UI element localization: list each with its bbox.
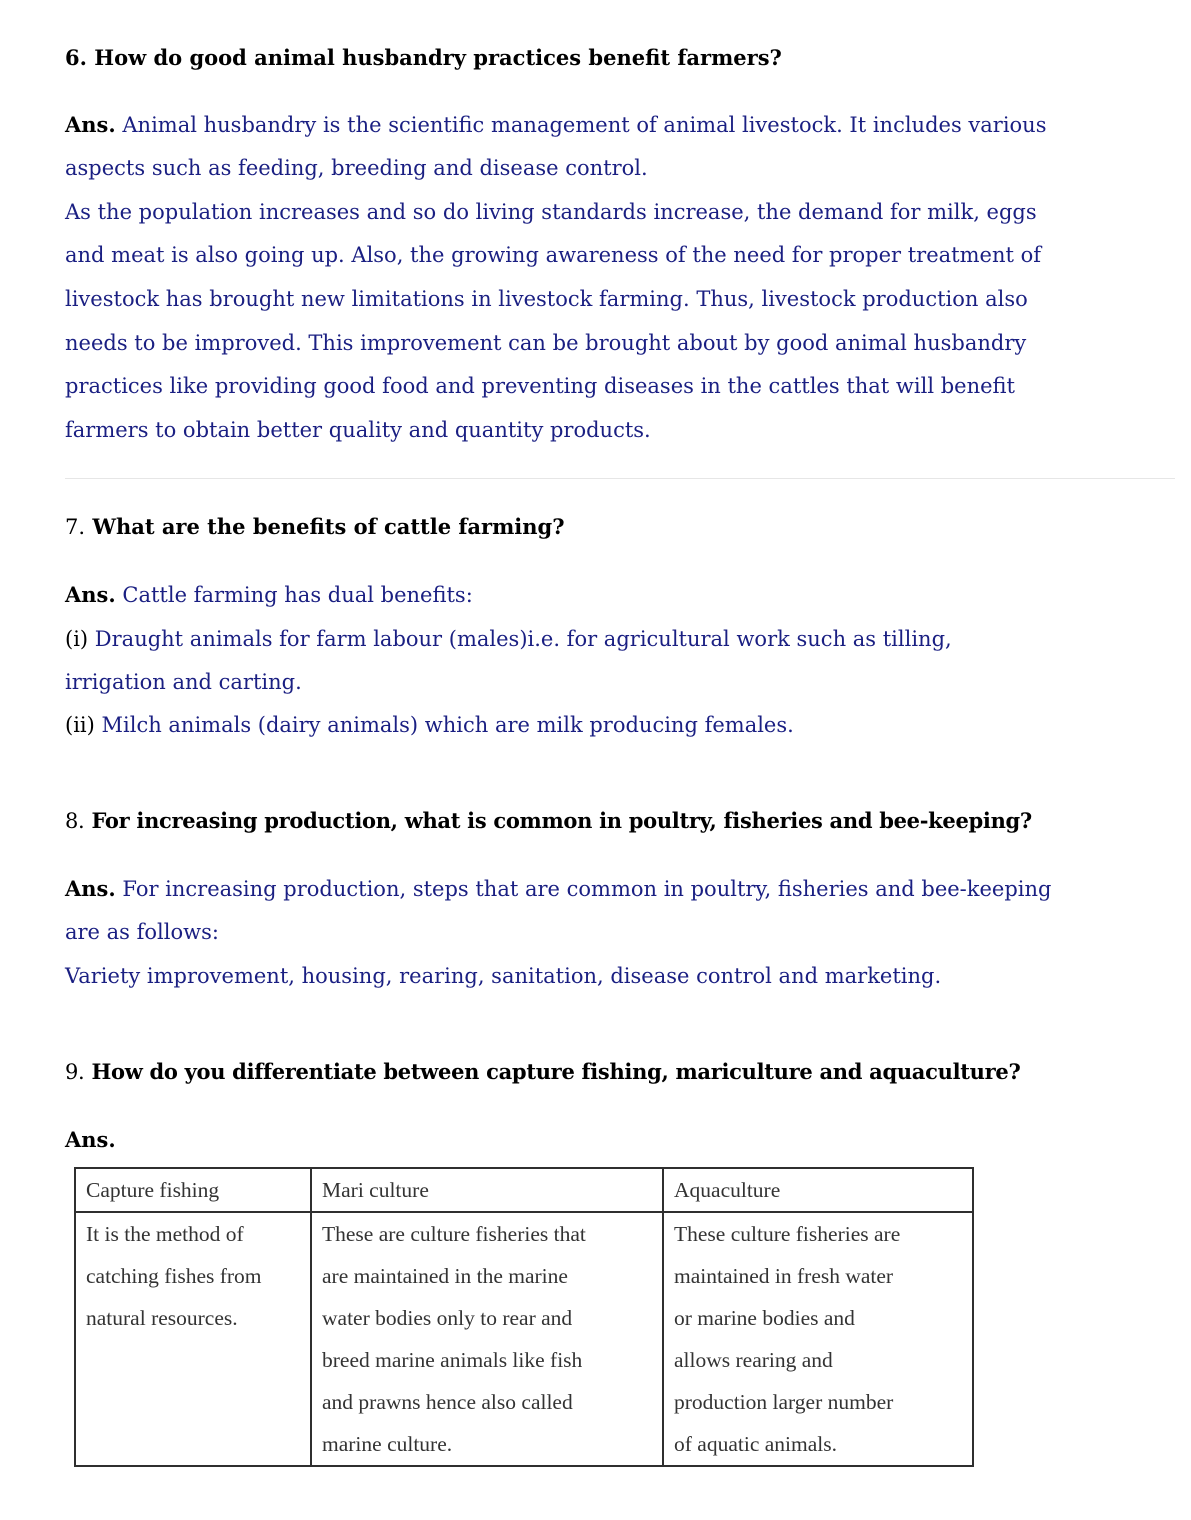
list-marker: (ii) — [65, 713, 95, 737]
cell-line: production larger number — [674, 1390, 894, 1414]
cell-line: and prawns hence also called — [322, 1390, 573, 1414]
answer-6-line-1 — [65, 112, 1046, 137]
answer-text: Milch animals (dairy animals) which are milk producing females. — [101, 713, 794, 737]
answer-8-line-3: Variety improvement, housing, rearing, sanitation, disease control and marketing. — [65, 964, 942, 988]
table-cell-mari-culture — [311, 1212, 663, 1466]
answer-9-label: Ans. — [65, 1127, 116, 1152]
cell-line: maintained in fresh water — [674, 1264, 894, 1288]
answer-text: Animal husbandry is the scientific management of animal livestock. It includes various — [122, 113, 1047, 137]
cell-line: or marine bodies and — [674, 1306, 855, 1330]
section-divider — [65, 478, 1175, 479]
cell-line: are maintained in the marine — [322, 1264, 568, 1288]
question-7-text: What are the benefits of cattle farming? — [92, 514, 565, 539]
cell-line: marine culture. — [322, 1432, 453, 1456]
answer-text: Draught animals for farm labour (males)i.e. for agricultural work such as tilling, — [94, 627, 952, 651]
answer-6-line-5: livestock has brought new limitations in livestock farming. Thus, livestock production also — [65, 287, 1028, 311]
answer-6-line-4: and meat is also going up. Also, the growing awareness of the need for proper treatment of — [65, 243, 1041, 267]
answer-6-line-8: farmers to obtain better quality and quantity products. — [65, 418, 651, 442]
answer-6-line-2: aspects such as feeding, breeding and disease control. — [65, 156, 648, 180]
ans-label: Ans. — [65, 582, 116, 607]
ans-label: Ans. — [65, 112, 116, 137]
answer-6-line-6: needs to be improved. This improvement can be brought about by good animal husbandry — [65, 331, 1027, 355]
answer-8-line-1 — [65, 876, 1051, 901]
question-number: 9. — [65, 1060, 85, 1084]
answer-6-line-3: As the population increases and so do living standards increase, the demand for milk, eggs — [65, 200, 1037, 224]
question-7 — [65, 514, 565, 539]
question-8 — [65, 808, 1032, 833]
answer-7-item-1-cont: irrigation and carting. — [65, 670, 302, 694]
table-header-row — [75, 1168, 973, 1212]
answer-text: For increasing production, steps that are common in poultry, fisheries and bee-keeping — [122, 877, 1052, 901]
fishing-comparison-table — [74, 1167, 974, 1467]
cell-line: catching fishes from — [86, 1264, 262, 1288]
cell-line: natural resources. — [86, 1306, 238, 1330]
answer-7-item-2 — [65, 713, 794, 737]
cell-line: These culture fisheries are — [674, 1222, 901, 1246]
cell-line: water bodies only to rear and — [322, 1306, 573, 1330]
question-6 — [65, 45, 782, 70]
cell-line: breed marine animals like fish — [322, 1348, 583, 1372]
question-number: 7. — [65, 515, 86, 539]
list-marker: (i) — [65, 627, 89, 651]
table-cell-capture-fishing — [75, 1212, 311, 1466]
table-row — [75, 1212, 973, 1466]
cell-line: allows rearing and — [674, 1348, 833, 1372]
cell-line: These are culture fisheries that — [322, 1222, 586, 1246]
answer-7-intro — [65, 582, 473, 607]
question-number: 8. — [65, 809, 85, 833]
question-9-text: How do you differentiate between capture fishing, mariculture and aquaculture? — [91, 1059, 1021, 1084]
cell-line: of aquatic animals. — [674, 1432, 837, 1456]
cell-line: It is the method of — [86, 1222, 244, 1246]
question-9 — [65, 1059, 1020, 1084]
answer-8-line-2: are as follows: — [65, 920, 219, 944]
question-8-text: For increasing production, what is common in poultry, fisheries and bee-keeping? — [91, 808, 1032, 833]
question-6-text: 6. How do good animal husbandry practices benefit farmers? — [65, 45, 782, 70]
table-cell-aquaculture — [663, 1212, 973, 1466]
table-header-cell: Capture fishing — [75, 1168, 311, 1212]
table-header-cell: Mari culture — [311, 1168, 663, 1212]
answer-6-line-7: practices like providing good food and preventing diseases in the cattles that will benefit — [65, 374, 1015, 398]
answer-text: Cattle farming has dual benefits: — [122, 583, 473, 607]
ans-label: Ans. — [65, 876, 116, 901]
table-header-cell: Aquaculture — [663, 1168, 973, 1212]
answer-7-item-1 — [65, 627, 952, 651]
